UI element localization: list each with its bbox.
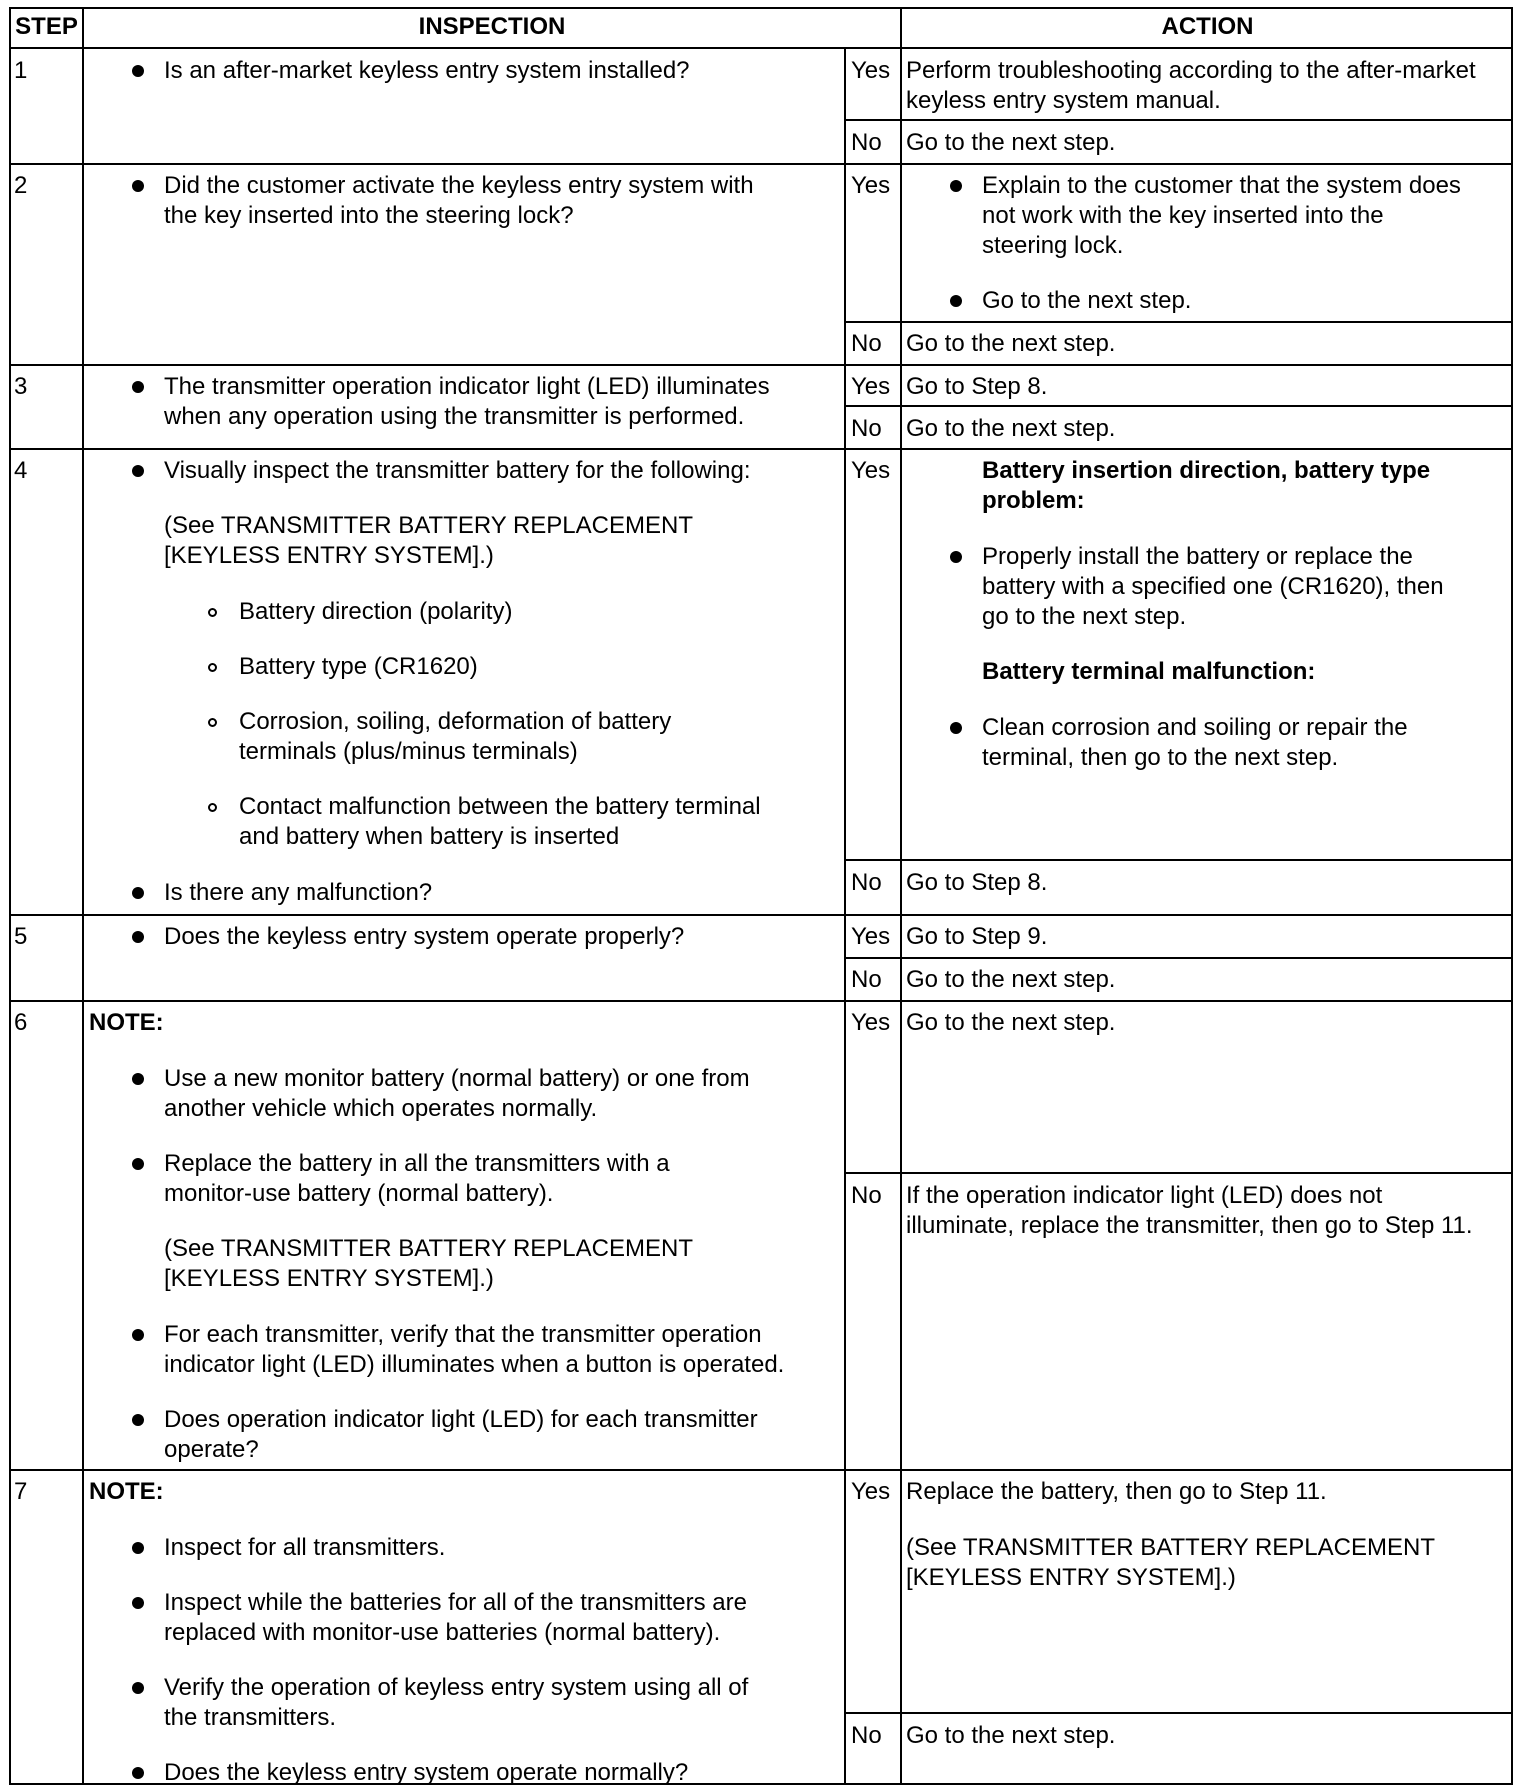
action-text: (See TRANSMITTER BATTERY REPLACEMENT <box>906 1534 1435 1561</box>
divider-yesno-row1 <box>844 48 846 163</box>
action-text: Go to Step 9. <box>906 923 1048 950</box>
inspection-text: (See TRANSMITTER BATTERY REPLACEMENT <box>164 512 693 539</box>
row-rule-2 <box>9 364 1513 366</box>
action-text: Go to Step 8. <box>906 373 1048 400</box>
action-text: Replace the battery, then go to Step 11. <box>906 1478 1327 1505</box>
action-text: Go to Step 8. <box>906 869 1048 896</box>
row-rule-5 <box>9 1000 1513 1002</box>
bullet-icon <box>132 1597 144 1609</box>
inspection-text: Does the keyless entry system operate normally? <box>164 1759 689 1786</box>
yes-label: Yes <box>851 923 891 950</box>
inspection-text: Battery direction (polarity) <box>239 598 513 625</box>
no-label: No <box>851 1182 882 1209</box>
row-rule-1 <box>9 163 1513 165</box>
inspection-text: when any operation using the transmitter is performed. <box>164 403 745 430</box>
action-text: Properly install the battery or replace the <box>982 543 1413 570</box>
inspection-text: Does the keyless entry system operate properly? <box>164 923 685 950</box>
inspection-text: Did the customer activate the keyless entry system with <box>164 172 754 199</box>
action-text: illuminate, replace the transmitter, then go to Step 11. <box>906 1212 1473 1239</box>
action-text: If the operation indicator light (LED) does not <box>906 1182 1383 1209</box>
action-heading: problem: <box>982 487 1085 514</box>
bullet-icon <box>132 1767 144 1779</box>
no-label: No <box>851 1722 882 1749</box>
no-label: No <box>851 869 882 896</box>
action-text: terminal, then go to the next step. <box>982 744 1339 771</box>
inspection-text: For each transmitter, verify that the transmitter operation <box>164 1321 762 1348</box>
action-text: Perform troubleshooting according to the after-market <box>906 57 1476 84</box>
action-text: [KEYLESS ENTRY SYSTEM].) <box>906 1564 1236 1591</box>
inspection-text: Verify the operation of keyless entry system using all of <box>164 1674 749 1701</box>
action-text: Go to the next step. <box>906 330 1116 357</box>
divider-yesno-row7 <box>844 1470 846 1785</box>
step-number-6: 6 <box>14 1009 28 1036</box>
yes-label: Yes <box>851 373 891 400</box>
action-text: Go to the next step. <box>906 1009 1116 1036</box>
inspection-text: Corrosion, soiling, deformation of battery <box>239 708 672 735</box>
action-text: battery with a specified one (CR1620), then <box>982 573 1444 600</box>
step-number-2: 2 <box>14 172 28 199</box>
row-rule-4 <box>9 914 1513 916</box>
yes-label: Yes <box>851 457 891 484</box>
no-label: No <box>851 330 882 357</box>
inspection-text: Is there any malfunction? <box>164 879 433 906</box>
action-text: Go to the next step. <box>982 287 1192 314</box>
inspection-text: Visually inspect the transmitter battery for the following: <box>164 457 751 484</box>
step-number-7: 7 <box>14 1478 28 1505</box>
action-text: Clean corrosion and soiling or repair the <box>982 714 1408 741</box>
divider-yesno-row4 <box>844 448 846 914</box>
step-number-3: 3 <box>14 373 28 400</box>
inspection-text: terminals (plus/minus terminals) <box>239 738 578 765</box>
header-rule <box>9 47 1513 49</box>
yes-no-rule-1 <box>844 119 1513 121</box>
header-inspection: INSPECTION <box>418 13 566 40</box>
column-divider-step <box>82 7 84 1785</box>
inspection-text: replaced with monitor-use batteries (normal battery). <box>164 1619 721 1646</box>
bullet-icon <box>132 1542 144 1554</box>
inspection-text: Inspect while the batteries for all of the transmitters are <box>164 1589 747 1616</box>
bullet-icon <box>950 722 962 734</box>
bullet-icon <box>950 295 962 307</box>
action-heading: Battery terminal malfunction: <box>982 658 1316 685</box>
yes-no-rule-7 <box>844 1712 1513 1714</box>
bullet-icon <box>132 1158 144 1170</box>
yes-label: Yes <box>851 57 891 84</box>
header-action: ACTION <box>1161 13 1254 40</box>
inspection-text: Use a new monitor battery (normal battery) or one from <box>164 1065 750 1092</box>
action-text: steering lock. <box>982 232 1124 259</box>
action-text: Go to the next step. <box>906 129 1116 156</box>
row-rule-6 <box>9 1469 1513 1471</box>
yes-no-rule-6 <box>844 1172 1513 1174</box>
column-divider-action <box>900 7 902 1785</box>
bullet-icon <box>132 180 144 192</box>
row-rule-3 <box>9 448 1513 450</box>
bullet-icon <box>132 931 144 943</box>
inspection-text: Battery type (CR1620) <box>239 653 478 680</box>
yes-no-rule-3 <box>844 405 1513 407</box>
note-heading: NOTE: <box>89 1478 164 1505</box>
inspection-text: Does operation indicator light (LED) for each transmitter <box>164 1406 758 1433</box>
no-label: No <box>851 415 882 442</box>
sub-bullet-icon <box>208 803 217 812</box>
step-number-4: 4 <box>14 457 28 484</box>
inspection-text: operate? <box>164 1436 259 1463</box>
inspection-text: The transmitter operation indicator light (LED) illuminates <box>164 373 770 400</box>
inspection-text: the transmitters. <box>164 1704 337 1731</box>
inspection-text: indicator light (LED) illuminates when a button is operated. <box>164 1351 785 1378</box>
no-label: No <box>851 129 882 156</box>
action-text: Go to the next step. <box>906 415 1116 442</box>
no-label: No <box>851 966 882 993</box>
action-text: not work with the key inserted into the <box>982 202 1384 229</box>
bullet-icon <box>132 1682 144 1694</box>
yes-label: Yes <box>851 1009 891 1036</box>
inspection-text: monitor-use battery (normal battery). <box>164 1180 554 1207</box>
action-text: Explain to the customer that the system does <box>982 172 1461 199</box>
inspection-text: [KEYLESS ENTRY SYSTEM].) <box>164 1265 494 1292</box>
action-text: Go to the next step. <box>906 966 1116 993</box>
bullet-icon <box>950 180 962 192</box>
inspection-text: Inspect for all transmitters. <box>164 1534 446 1561</box>
sub-bullet-icon <box>208 608 217 617</box>
bullet-icon <box>132 887 144 899</box>
yes-label: Yes <box>851 172 891 199</box>
action-text: Go to the next step. <box>906 1722 1116 1749</box>
divider-yesno-row6 <box>844 1000 846 1470</box>
inspection-text: (See TRANSMITTER BATTERY REPLACEMENT <box>164 1235 693 1262</box>
yes-no-rule-4 <box>844 859 1513 861</box>
action-text: keyless entry system manual. <box>906 87 1221 114</box>
yes-no-rule-5 <box>844 957 1513 959</box>
sub-bullet-icon <box>208 663 217 672</box>
bullet-icon <box>132 381 144 393</box>
note-heading: NOTE: <box>89 1009 164 1036</box>
header-step: STEP <box>15 13 78 40</box>
bullet-icon <box>132 1329 144 1341</box>
bullet-icon <box>132 465 144 477</box>
inspection-text: and battery when battery is inserted <box>239 823 620 850</box>
bullet-icon <box>950 551 962 563</box>
action-text: go to the next step. <box>982 603 1187 630</box>
sub-bullet-icon <box>208 718 217 727</box>
bullet-icon <box>132 1073 144 1085</box>
bullet-icon <box>132 1414 144 1426</box>
divider-yesno-row2 <box>844 163 846 364</box>
yes-no-rule-2 <box>844 321 1513 323</box>
bullet-icon <box>132 65 144 77</box>
inspection-text: [KEYLESS ENTRY SYSTEM].) <box>164 542 494 569</box>
step-number-5: 5 <box>14 923 28 950</box>
inspection-text: Is an after-market keyless entry system installed? <box>164 57 690 84</box>
action-heading: Battery insertion direction, battery type <box>982 457 1431 484</box>
step-number-1: 1 <box>14 57 28 84</box>
inspection-text: another vehicle which operates normally. <box>164 1095 598 1122</box>
inspection-text: the key inserted into the steering lock? <box>164 202 574 229</box>
yes-label: Yes <box>851 1478 891 1505</box>
inspection-text: Contact malfunction between the battery terminal <box>239 793 761 820</box>
inspection-text: Replace the battery in all the transmitters with a <box>164 1150 670 1177</box>
